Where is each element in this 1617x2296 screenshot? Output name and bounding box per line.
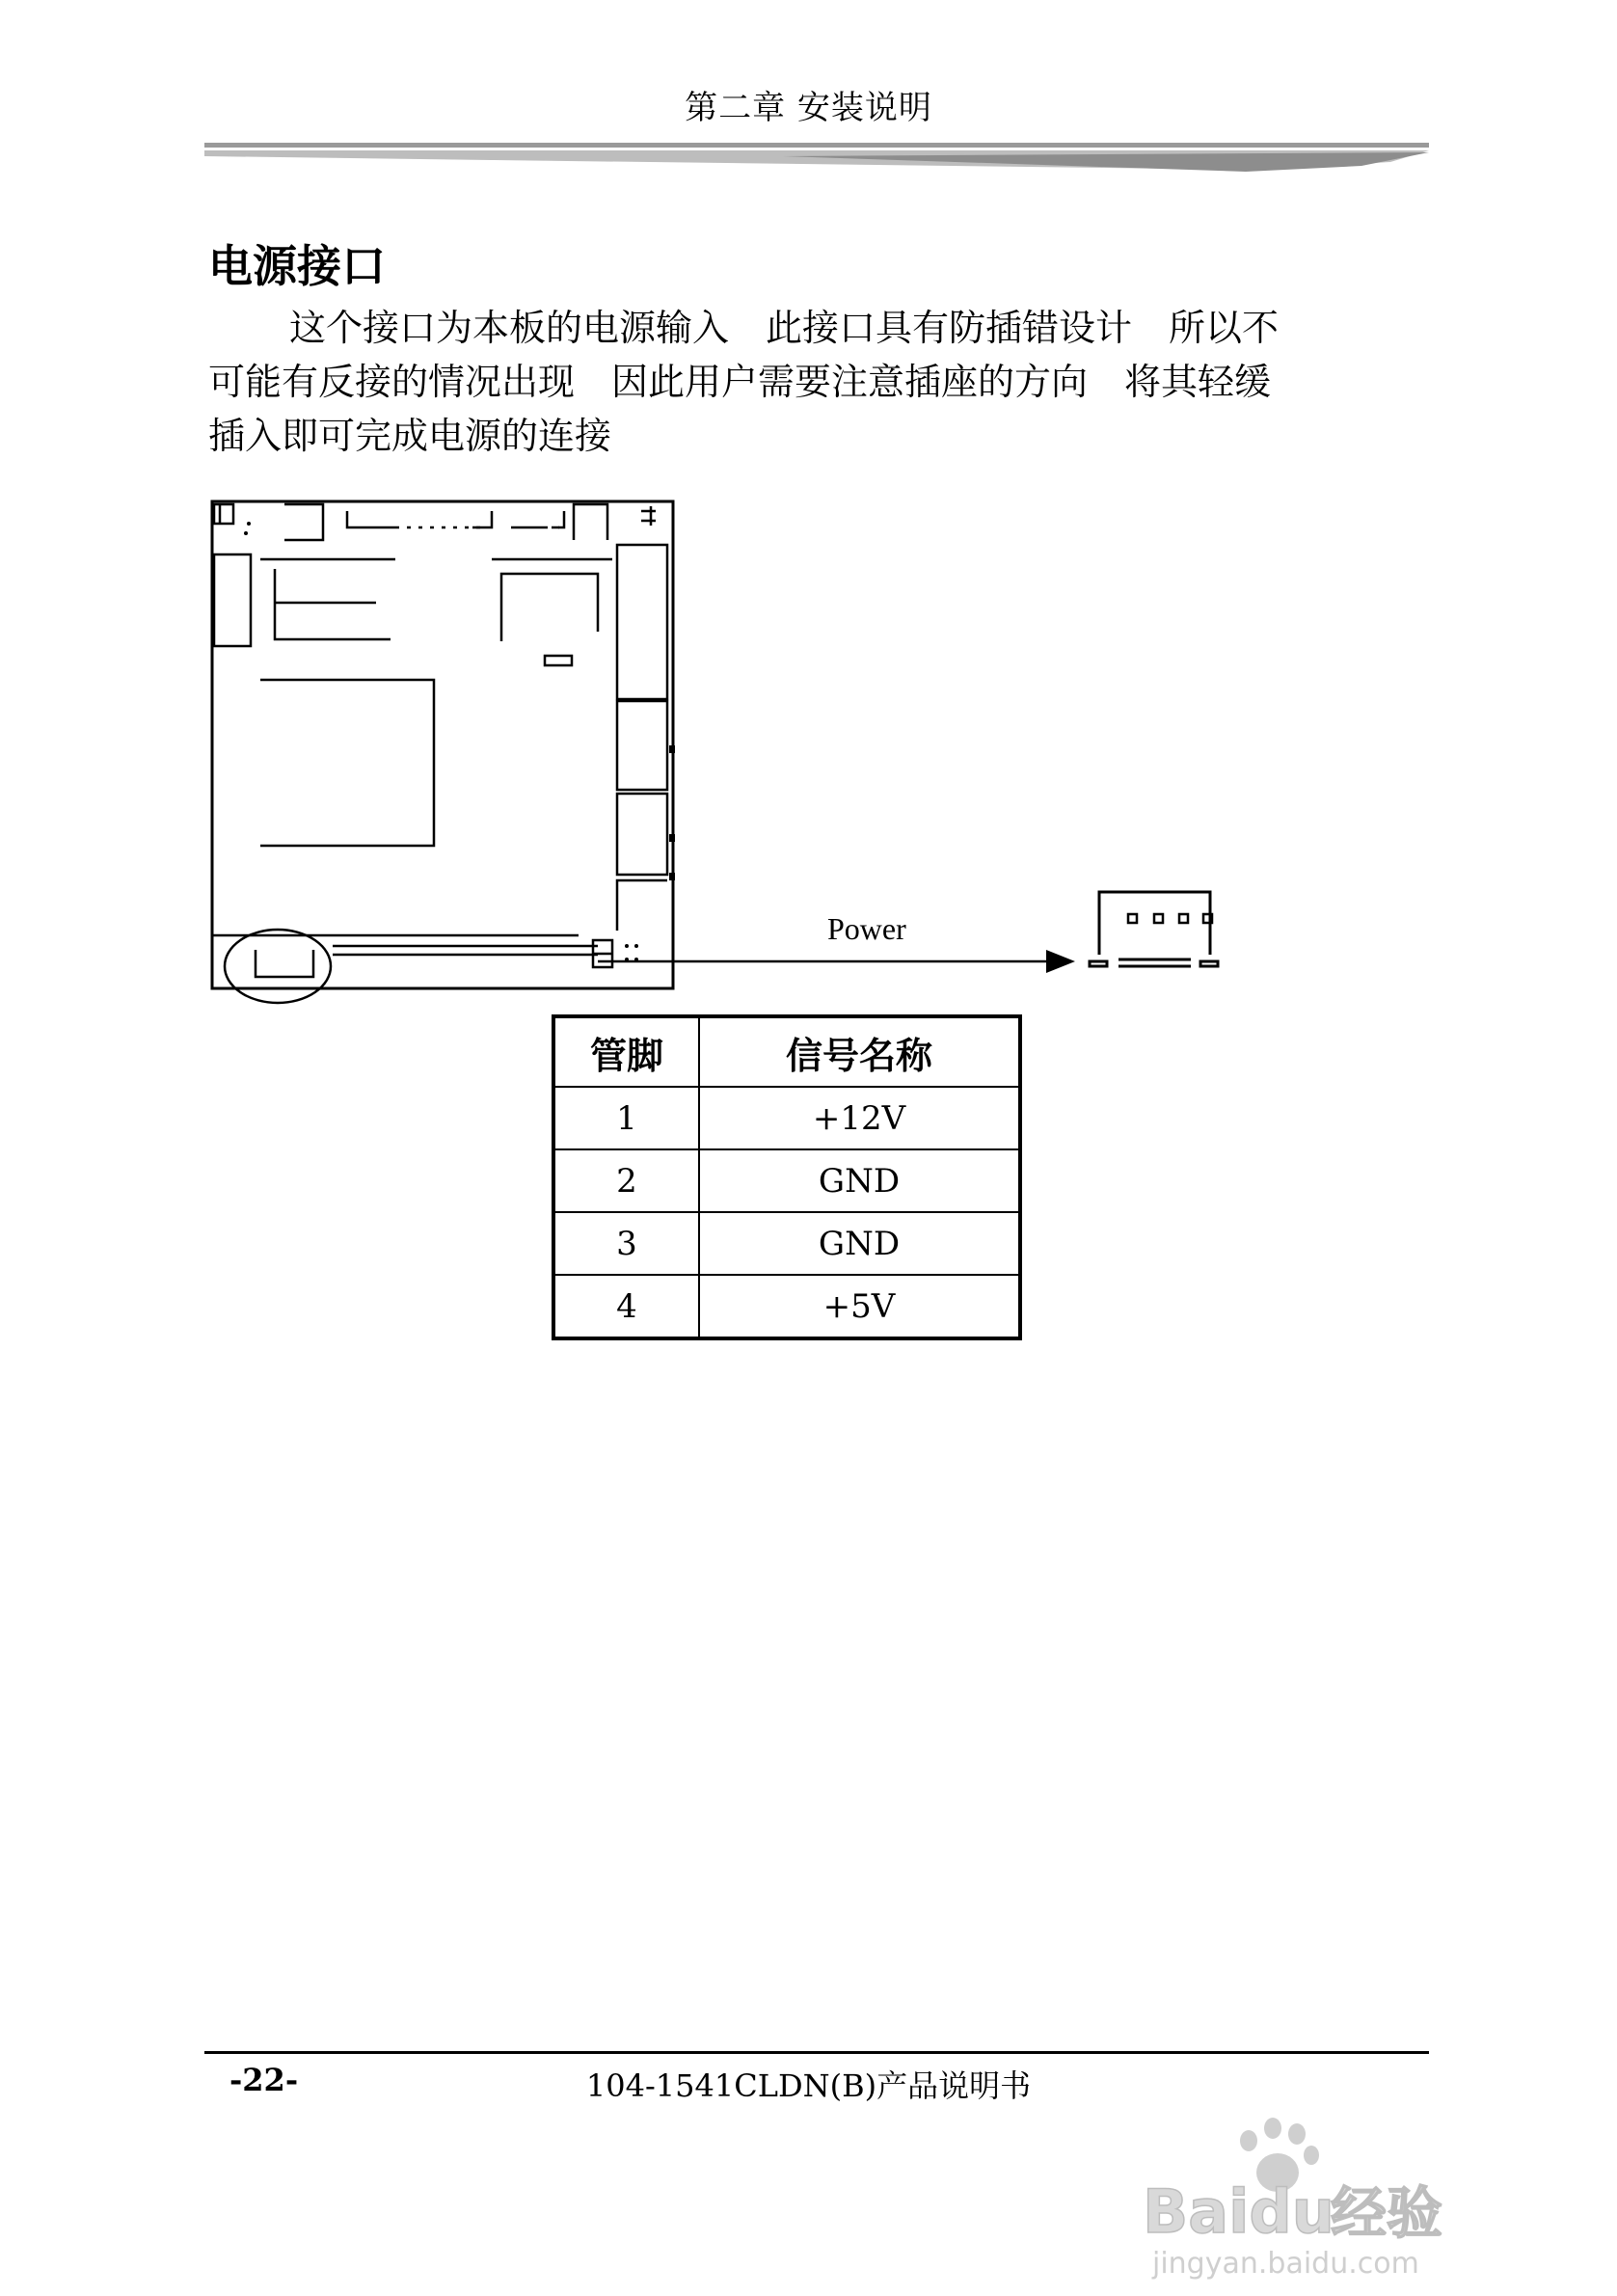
section-title: 电源接口 — [208, 240, 386, 292]
table-row — [553, 1087, 1020, 1149]
table-header-row — [553, 1016, 1020, 1087]
signal-name: GND — [699, 1212, 1020, 1275]
pin-number: 2 — [553, 1149, 699, 1212]
paragraph-line: 这个接口为本板的电源输入 此接口具有防插错设计 所以不 — [289, 307, 1280, 349]
footer-doc-title: 104-1541CLDN(B)产品说明书 — [585, 2067, 1032, 2104]
board-components — [212, 504, 667, 977]
signal-name: GND — [699, 1149, 1020, 1212]
signal-name: +12V — [699, 1087, 1020, 1149]
signal-column-header: 信号名称 — [699, 1016, 1020, 1087]
page-number: -22- — [229, 2062, 299, 2098]
running-header: 第二章 安装说明 — [685, 89, 932, 127]
power-label: Power — [827, 911, 906, 946]
signal-name: +5V — [699, 1275, 1020, 1338]
pin-column-header: 管脚 — [553, 1016, 699, 1087]
paragraph-line: 插入即可完成电源的连接 — [208, 415, 612, 457]
paragraph-line: 可能有反接的情况出现 因此用户需要注意插座的方向 将其轻缓 — [208, 361, 1272, 403]
svg-text:jingyan.baidu.com: jingyan.baidu.com — [1152, 2247, 1419, 2281]
table-row — [553, 1275, 1020, 1338]
callout-arrowhead — [1046, 950, 1075, 973]
svg-text:Baidu: Baidu — [1143, 2176, 1334, 2247]
baidu-jingyan-watermark — [1133, 2097, 1538, 2281]
header-rule — [204, 139, 1429, 174]
svg-text:经验: 经验 — [1331, 2180, 1443, 2246]
board-layout-diagram — [202, 487, 1263, 1013]
footer-rule — [204, 2051, 1429, 2054]
table-row — [553, 1212, 1020, 1275]
pin-number: 4 — [553, 1275, 699, 1338]
body-paragraph — [208, 301, 1414, 463]
pin-number: 1 — [553, 1087, 699, 1149]
motherboard-outline — [212, 501, 673, 988]
power-connector-highlight — [225, 930, 331, 1003]
power-connector-4pin — [1090, 892, 1218, 966]
pin-number: 3 — [553, 1212, 699, 1275]
connector-pins — [244, 522, 675, 961]
pin-signal-table — [552, 1014, 1022, 1340]
table-row — [553, 1149, 1020, 1212]
